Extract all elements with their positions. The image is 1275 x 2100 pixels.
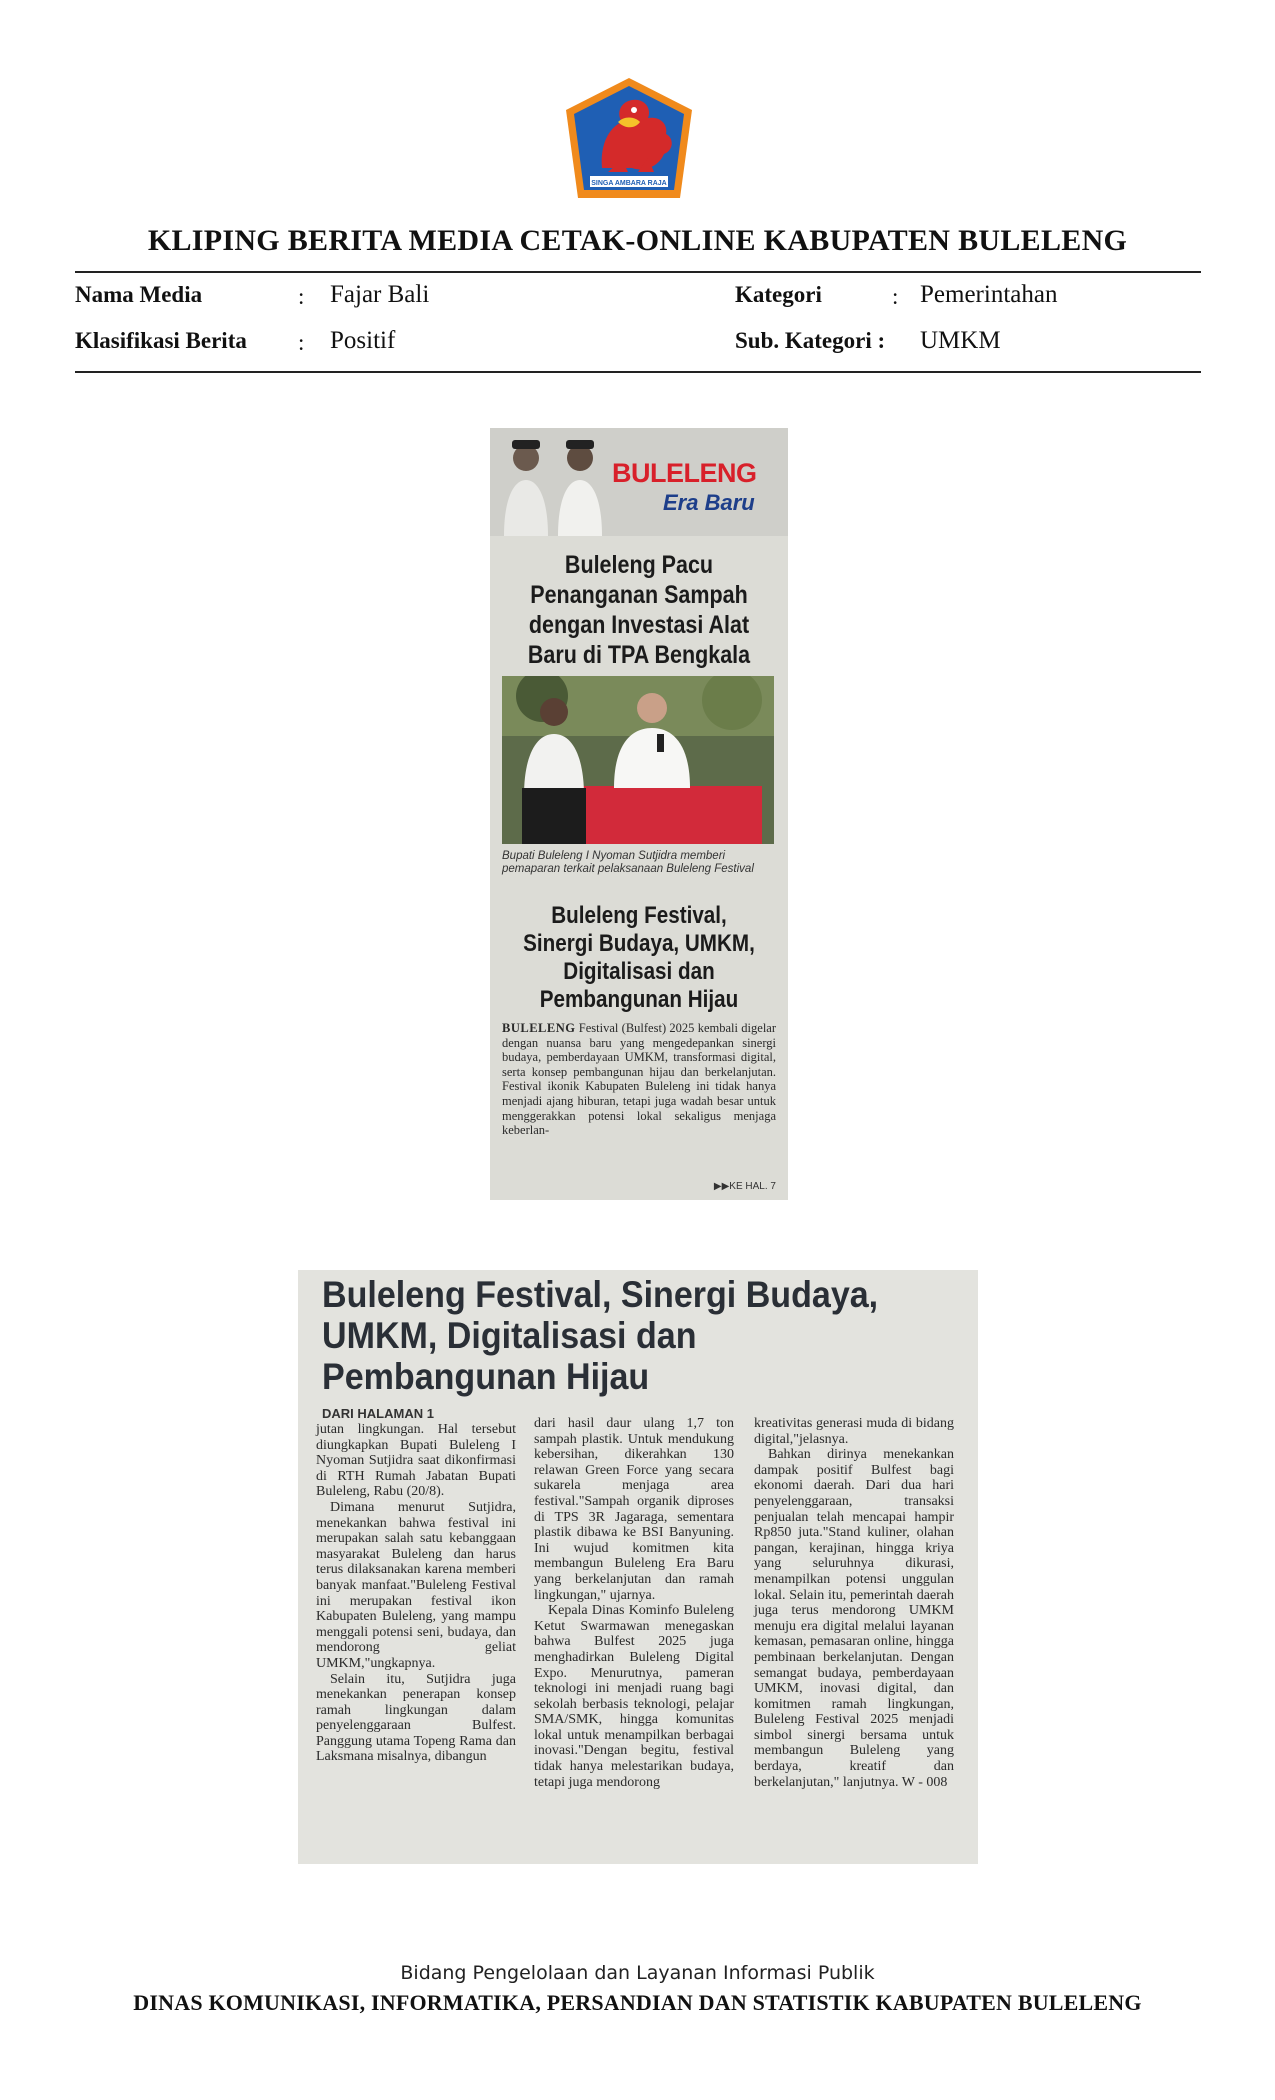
kabupaten-logo [562,76,696,200]
colon: : [892,284,899,309]
brand-title: BULELENG [612,458,757,488]
colon: : [298,330,305,355]
article-column-1 [316,1422,516,1765]
headline-secondary: Buleleng Festival, Sinergi Budaya, UMKM, Digitalisasi dan Pembangunan Hijau [523,902,755,1013]
paragraph: kreativitas generasi muda di bidang digital,"jelasnya. [754,1416,954,1447]
paragraph: Selain itu, Sutjidra juga menekankan penerapan konsep ramah lingkungan dalam penyelenggaraan Bulfest. Panggung utama Topeng Rama dan Laksmana misalnya, dibangun [316,1671,516,1765]
news-photo [502,676,774,844]
klasifikasi-label: Klasifikasi Berita [75,328,247,353]
footer-agency: DINAS KOMUNIKASI, INFORMATIKA, PERSANDIAN DAN STATISTIK KABUPATEN BULELENG [133,1990,1142,2015]
article-body-front [502,1021,776,1138]
paragraph: Kepala Dinas Kominfo Buleleng Ketut Swarmawan menegaskan bahwa Bulfest 2025 juga menghadirkan Buleleng Digital Expo. Menurutnya, pameran teknologi ini menjadi ruang bagi sekolah berbasis teknologi, pelajar SMA/SMK, hingga komunitas lokal untuk menampilkan berbagai inovasi."Dengan begitu, festival tidak hanya melestarikan budaya, tetapi juga mendorong [534,1603,734,1790]
klasifikasi-value: Positif [330,327,396,354]
media-value: Fajar Bali [330,281,430,308]
paragraph: dari hasil daur ulang 1,7 ton sampah plastik. Untuk mendukung kebersihan, dikerahkan 130 relawan Green Force yang secara sukarela menjaga area festival."Sampah organik diproses di TPS 3R Jagaraga, sementara plastik dibawa ke BSI Banyuning. Ini wujud komitmen kita membangun Buleleng Era Baru yang berkelanjutan dan ramah lingkungan," ujarnya. [534,1416,734,1603]
divider [75,371,1201,373]
masthead-banner [490,428,788,536]
article-column-2 [534,1416,734,1790]
divider [75,271,1201,273]
logo-text: SINGA AMBARA RAJA [591,180,667,187]
subkategori-value: UMKM [920,327,1001,354]
subkategori-label: Sub. Kategori : [735,328,886,353]
kategori-value: Pemerintahan [920,281,1058,308]
news-clipping-continued [298,1270,978,1864]
photo-caption: Bupati Buleleng I Nyoman Sutjidra memberi pemaparan terkait pelaksanaan Buleleng Festival [502,850,754,875]
headline-primary: Buleleng Pacu Penanganan Sampah dengan Investasi Alat Baru di TPA Bengkala [527,551,751,669]
headline-continued: Buleleng Festival, Sinergi Budaya, UMKM, Digitalisasi dan Pembangunan Hijau [322,1274,879,1397]
kicker-label: DARI HALAMAN 1 [322,1406,434,1421]
document-title: KLIPING BERITA MEDIA CETAK-ONLINE KABUPATEN BULELENG [147,224,1128,257]
paragraph: Dimana menurut Sutjidra, menekankan bahwa festival ini merupakan salah satu kebanggaan masyarakat Buleleng dan harus terus dilaksanakan karena memberi banyak manfaat."Buleleng Festival ini merupakan festival ikon Kabupaten Buleleng, yang mampu menggali potensi seni, budaya, dan mendorong geliat UMKM,"ungkapnya. [316,1499,516,1671]
article-text: Festival (Bulfest) 2025 kembali digelar dengan nuansa baru yang mengedepankan sinergi budaya, pemberdayaan UMKM, transformasi digital, serta konsep pembangunan hijau dan berkelanjutan. Festival ikonik Kabupaten Buleleng ini tidak hanya menjadi ajang hiburan, tetapi juga wadah besar untuk menggerakkan potensi lokal sekaligus menjaga keberlan- [502,1021,777,1138]
brand-subtitle: Era Baru [663,490,755,515]
continued-label: ▶▶KE HAL. 7 [713,1181,776,1192]
colon: : [298,284,305,309]
footer-division: Bidang Pengelolaan dan Layanan Informasi Publik [400,1962,875,1984]
officials-photo [494,428,614,536]
news-clipping-front [490,428,788,1200]
media-label: Nama Media [75,282,203,307]
article-column-3 [754,1416,954,1790]
paragraph: Bahkan dirinya menekankan dampak positif Bulfest bagi ekonomi daerah. Dari dua hari penyelenggaraan, transaksi penjualan telah mencapai hampir Rp850 juta."Stand kuliner, olahan pangan, kerajinan, hingga kriya yang seluruhnya dikurasi, menampilkan potensi unggulan lokal. Selain itu, pemerintah daerah juga terus mendorong UMKM menuju era digital melalui layanan kemasan, pemasaran online, hingga pembinaan berkelanjutan. Dengan semangat budaya, pemberdayaan UMKM, inovasi digital, dan komitmen ramah lingkungan, Buleleng Festival 2025 menjadi simbol sinergi bersama untuk membangun Buleleng yang berdaya, kreatif dan berkelanjutan," lanjutnya. W - 008 [754,1447,954,1790]
article-lead: BULELENG [502,1021,576,1035]
paragraph: jutan lingkungan. Hal tersebut diungkapkan Bupati Buleleng I Nyoman Sutjidra saat dikonfirmasi di RTH Rumah Jabatan Bupati Buleleng, Rabu (20/8). [316,1422,516,1500]
kategori-label: Kategori [735,282,822,307]
